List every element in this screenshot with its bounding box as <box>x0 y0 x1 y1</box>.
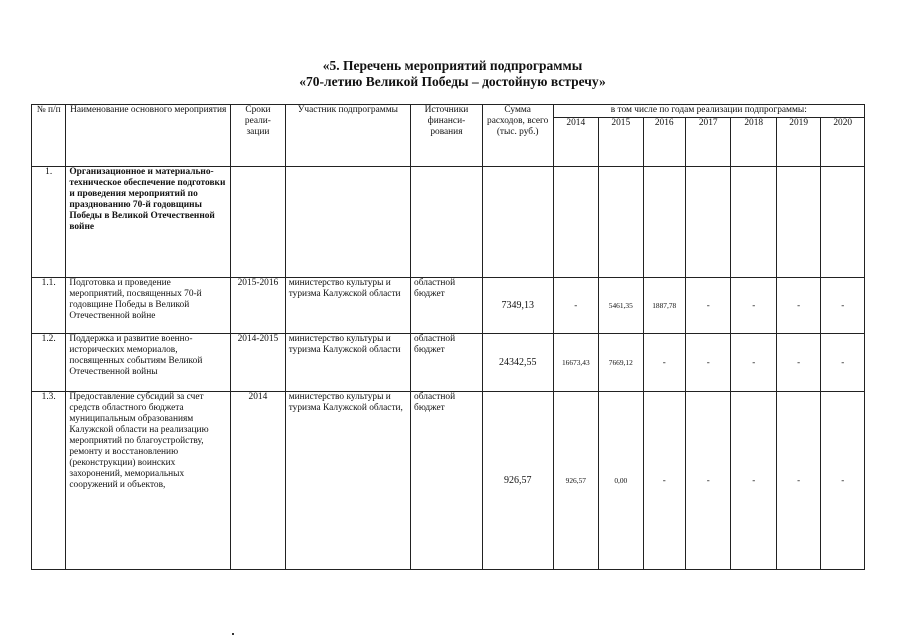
row-participant: министерство культуры и туризма Калужской области, <box>285 392 410 570</box>
row-year-value: - <box>821 278 865 334</box>
row-year-value <box>599 167 643 278</box>
title-line-2: «70-летию Великой Победы – достойную встречу» <box>299 74 606 89</box>
row-year-value: - <box>776 334 820 392</box>
row-name: Предоставление субсидий за счет средств областного бюджета муниципальным образованиям Калужской области на реализацию мероприятий по благоустройству, ремонту и восстановлению (реконструкции) воинских захоронений, мемориальных сооружений и объектов, <box>66 392 231 570</box>
row-num: 1.1. <box>32 278 66 334</box>
row-num: 1.2. <box>32 334 66 392</box>
header-year: 2014 <box>553 118 598 167</box>
row-num: 1. <box>32 167 66 278</box>
row-year-value <box>776 167 820 278</box>
row-year-value: - <box>776 392 820 570</box>
row-terms <box>231 167 286 278</box>
header-year: 2017 <box>685 118 730 167</box>
row-sum: 7349,13 <box>482 278 553 334</box>
row-name: Подготовка и проведение мероприятий, посвященных 70-й годовщине Победы в Великой Отечественной войне <box>66 278 231 334</box>
row-year-value: - <box>685 392 730 570</box>
row-year-value: - <box>821 392 865 570</box>
row-participant <box>285 167 410 278</box>
header-num: № п/п <box>32 105 66 167</box>
row-year-value: - <box>776 278 820 334</box>
row-year-value <box>643 167 685 278</box>
header-year: 2018 <box>731 118 776 167</box>
row-year-value: 926,57 <box>553 392 598 570</box>
row-year-value: - <box>821 334 865 392</box>
row-source: областной бюджет <box>411 278 483 334</box>
header-sum: Сумма расходов, всего (тыс. руб.) <box>482 105 553 167</box>
row-year-value: 5461,35 <box>599 278 643 334</box>
row-source: областной бюджет <box>411 392 483 570</box>
document-title <box>0 58 905 90</box>
table-row <box>32 278 865 334</box>
header-terms: Сроки реали-зации <box>231 105 286 167</box>
row-participant: министерство культуры и туризма Калужской области <box>285 278 410 334</box>
row-year-value: - <box>731 334 776 392</box>
row-terms: 2014-2015 <box>231 334 286 392</box>
row-year-value <box>685 167 730 278</box>
row-year-value <box>731 167 776 278</box>
row-participant: министерство культуры и туризма Калужской области <box>285 334 410 392</box>
row-year-value <box>821 167 865 278</box>
table-row <box>32 167 865 278</box>
scan-speck <box>232 633 234 635</box>
row-num: 1.3. <box>32 392 66 570</box>
row-name: Поддержка и развитие военно-исторических мемориалов, посвященных событиям Великой Отечественной войны <box>66 334 231 392</box>
title-line-1: «5. Перечень мероприятий подпрограммы <box>322 58 583 73</box>
header-year: 2016 <box>643 118 685 167</box>
row-sum <box>482 167 553 278</box>
row-year-value: - <box>643 334 685 392</box>
row-terms: 2015-2016 <box>231 278 286 334</box>
header-year: 2019 <box>776 118 820 167</box>
row-year-value: - <box>685 334 730 392</box>
row-year-value: - <box>731 392 776 570</box>
row-name: Организационное и материально-техническое обеспечение подготовки и проведения мероприятий по празднованию 70-й годовщины Победы в Великой Отечественной войне <box>66 167 231 278</box>
row-sum: 926,57 <box>482 392 553 570</box>
table-row <box>32 334 865 392</box>
header-row-1 <box>32 105 865 118</box>
row-year-value <box>553 167 598 278</box>
measures-table <box>31 104 865 570</box>
header-year: 2015 <box>599 118 643 167</box>
header-name: Наименование основного мероприятия <box>66 105 231 167</box>
row-year-value: 7669,12 <box>599 334 643 392</box>
header-participant: Участник подпрограммы <box>285 105 410 167</box>
row-source: областной бюджет <box>411 334 483 392</box>
table-row <box>32 392 865 570</box>
row-year-value: - <box>643 392 685 570</box>
row-sum: 24342,55 <box>482 334 553 392</box>
row-year-value: 16673,43 <box>553 334 598 392</box>
row-year-value: 1887,78 <box>643 278 685 334</box>
row-year-value: - <box>685 278 730 334</box>
header-sources: Источники финанси-рования <box>411 105 483 167</box>
row-year-value: 0,00 <box>599 392 643 570</box>
row-year-value: - <box>731 278 776 334</box>
header-year: 2020 <box>821 118 865 167</box>
row-source <box>411 167 483 278</box>
row-year-value: - <box>553 278 598 334</box>
header-by-years: в том числе по годам реализации подпрограммы: <box>553 105 864 118</box>
row-terms: 2014 <box>231 392 286 570</box>
